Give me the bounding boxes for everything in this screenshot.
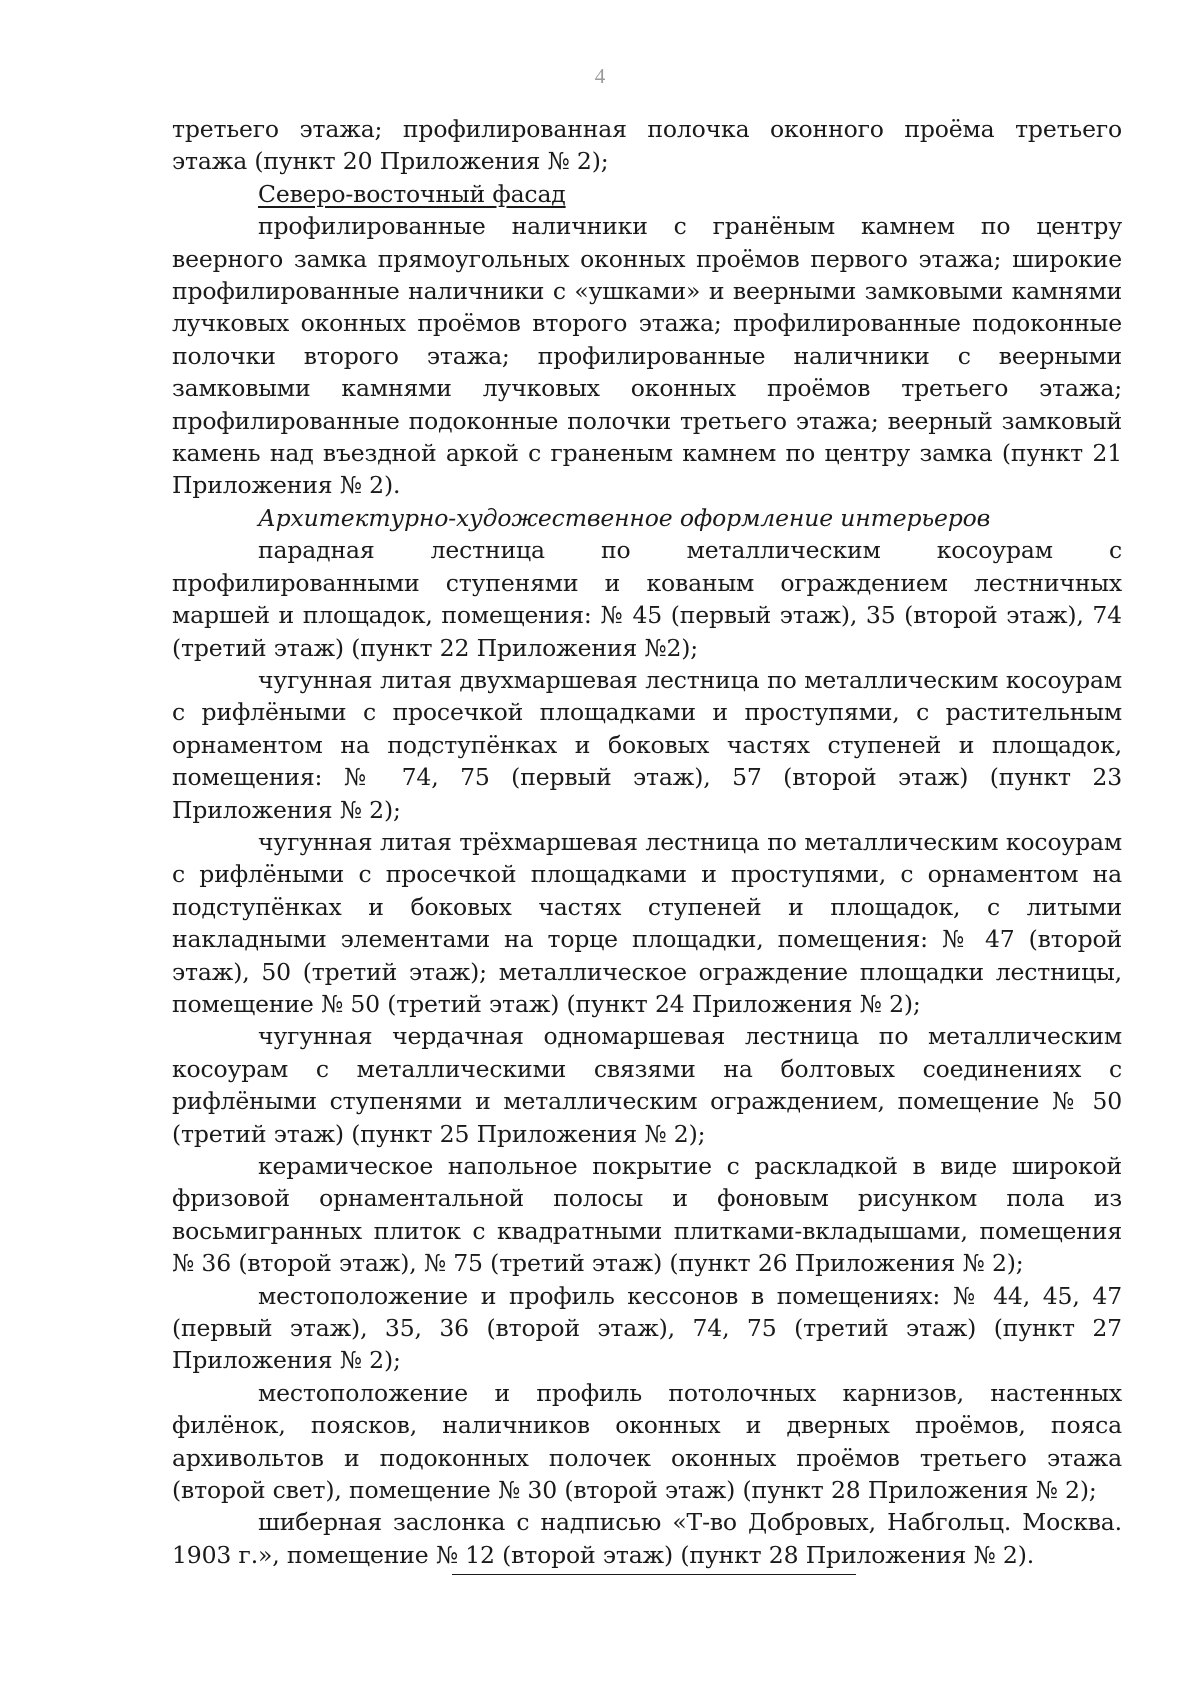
end-of-document-rule: [452, 1574, 856, 1575]
document-body: [172, 113, 1122, 1571]
paragraph-ceramic-floor: керамическое напольное покрытие с раскладкой в виде широкой фризовой орнаментальной полосы и фоновым рисунком пола из восьмигранных плиток с квадратными плитками-вкладышами, помещения № 36 (второй этаж), № 75 (третий этаж) (пункт 26 Приложения № 2);: [172, 1152, 1122, 1278]
paragraph-main-staircase: парадная лестница по металлическим косоурам с профилированными ступенями и кованым ограждением лестничных маршей и площадок, помещения: № 45 (первый этаж), 35 (второй этаж), 74 (третий этаж) (пункт 22 Приложения №2);: [172, 536, 1122, 662]
paragraph-two-flight-staircase: чугунная литая двухмаршевая лестница по металлическим косоурам с рифлёными с просечкой площадками и проступями, с растительным орнаментом на подступёнках и боковых частях ступеней и площадок, помещения: № 74, 75 (первый этаж), 57 (второй этаж) (пункт 23 Приложения № 2);: [172, 665, 1122, 824]
paragraph-northeast-facade-items: профилированные наличники с гранёным камнем по центру веерного замка прямоугольных оконных проёмов первого этажа; широкие профилированные наличники с «ушками» и веерными замковыми камнями лучковых оконных проёмов второго этажа; профилированные подоконные полочки второго этажа; профилированные наличники с веерными замковыми камнями лучковых оконных проёмов третьего этажа; профилированные подоконные полочки третьего этажа; веерный замковый камень над въездной аркой с граненым камнем по центру замка (пункт 21 Приложения № 2).: [172, 212, 1122, 500]
paragraph-continuation: третьего этажа; профилированная полочка оконного проёма третьего этажа (пункт 20 Приложения № 2);: [172, 115, 1122, 176]
page-number: 4: [594, 64, 606, 88]
paragraph-attic-staircase: чугунная чердачная одномаршевая лестница по металлическим косоурам с металлическими связями на болтовых соединениях с рифлёными ступенями и металлическим ограждением, помещение № 50 (третий этаж) (пункт 25 Приложения № 2);: [172, 1022, 1122, 1148]
section-heading-northeast-facade: [172, 178, 1122, 210]
paragraph-ceiling-cornices: местоположение и профиль потолочных карнизов, настенных филёнок, поясков, наличников оконных и дверных проёмов, пояса архивольтов и подоконных полочек оконных проёмов третьего этажа (второй свет), помещение № 30 (второй этаж) (пункт 28 Приложения № 2);: [172, 1378, 1122, 1505]
paragraph-three-flight-staircase: чугунная литая трёхмаршевая лестница по металлическим косоурам с рифлёными с просечкой площадками и проступями, с орнаментом на подступёнках и боковых частях ступеней и площадок, с литыми накладными элементами на торце площадки, помещения: № 47 (второй этаж), 50 (третий этаж); металлическое ограждение площадки лестницы, помещение № 50 (третий этаж) (пункт 24 Приложения № 2);: [172, 827, 1122, 1018]
paragraph-damper: шиберная заслонка с надписью «Т-во Добровых, Набгольц. Москва. 1903 г.», помещение № 12 (второй этаж) (пункт 28 Приложения № 2).: [172, 1508, 1122, 1569]
section-heading-text: Северо-восточный фасад: [258, 179, 566, 208]
section-heading-interiors: Архитектурно-художественное оформление интерьеров: [258, 503, 991, 532]
paragraph-coffers: местоположение и профиль кессонов в помещениях: № 44, 45, 47 (первый этаж), 35, 36 (второй этаж), 74, 75 (третий этаж) (пункт 27 Приложения № 2);: [172, 1281, 1122, 1375]
